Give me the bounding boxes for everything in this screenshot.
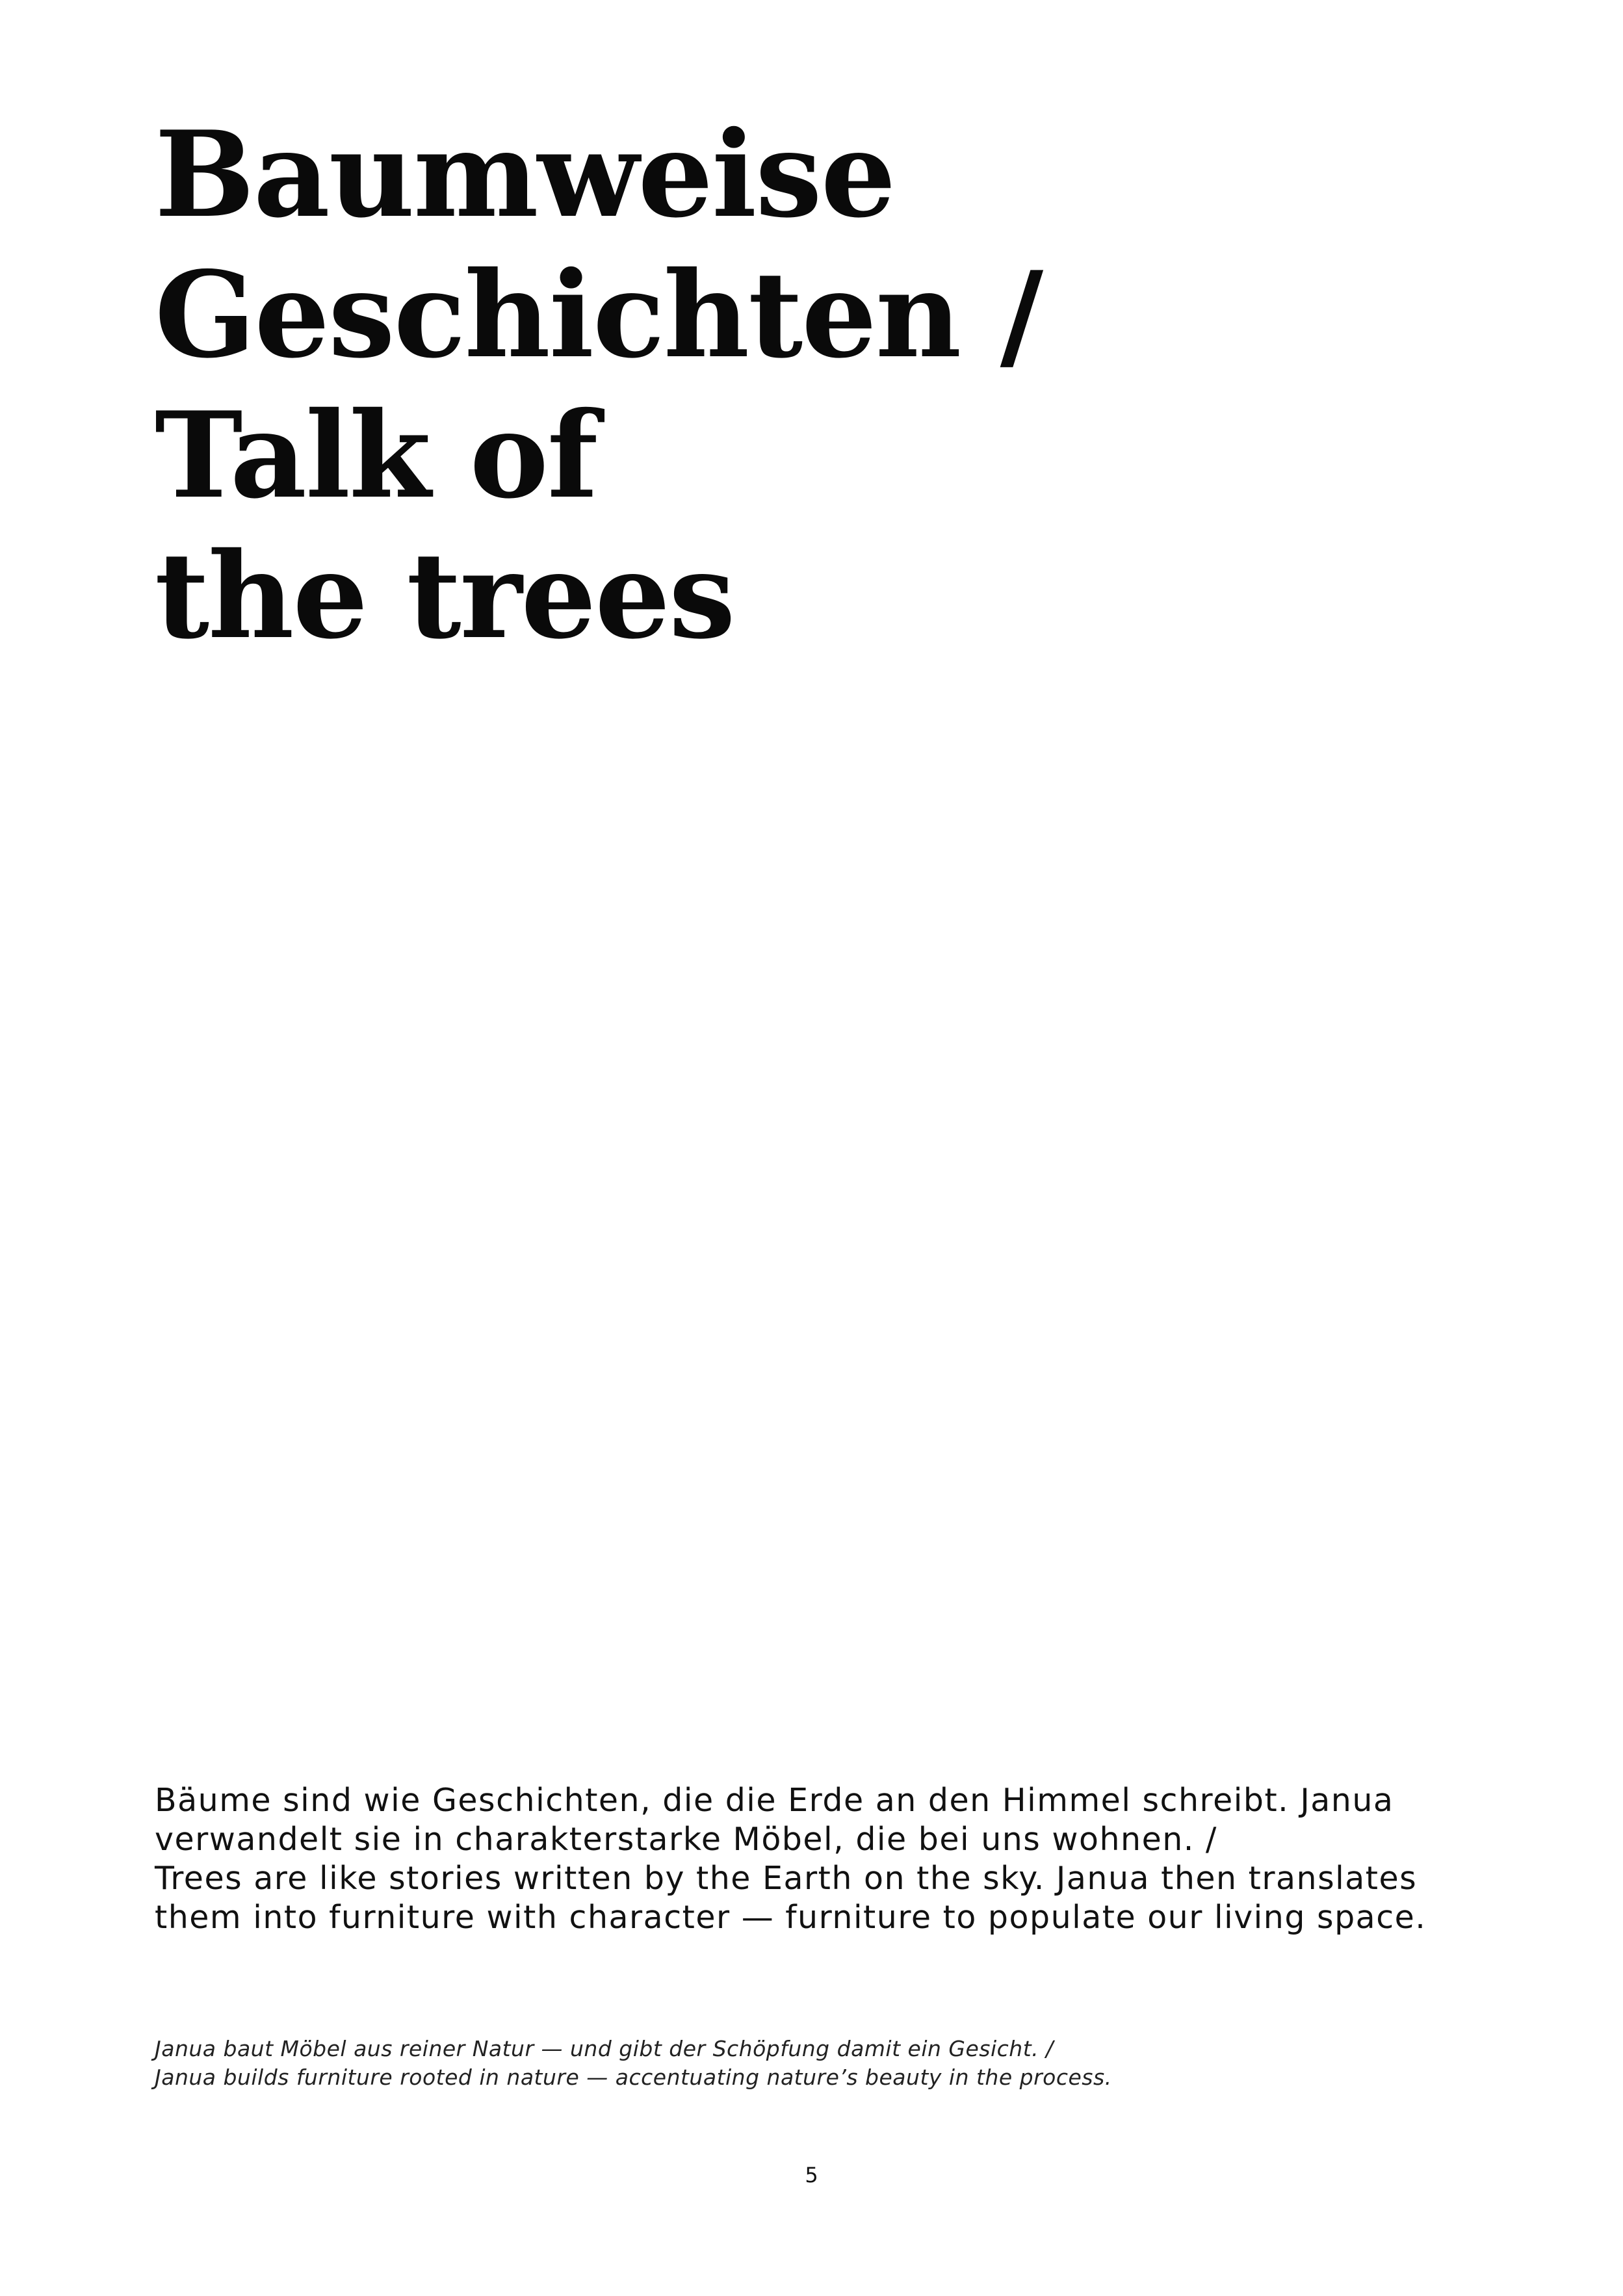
title-line: Baumweise [155, 105, 895, 244]
caption [155, 2035, 1112, 2092]
intro-line: Trees are like stories written by the Earth on the sky. Janua then translates [155, 1860, 1418, 1897]
page-title [155, 104, 1042, 666]
caption-line: Janua baut Möbel aus reiner Natur — und gibt der Schöpfung damit ein Gesicht. / [155, 2036, 1054, 2061]
title-line: the trees [155, 526, 734, 665]
title-line: Geschichten / [155, 245, 1043, 384]
intro-paragraph [155, 1781, 1426, 1937]
intro-line: verwandelt sie in charakterstarke Möbel, die bei uns wohnen. / [155, 1821, 1217, 1858]
title-line: Talk of [155, 385, 597, 525]
intro-line: them into furniture with character — furniture to populate our living space. [155, 1899, 1427, 1936]
page-number: 5 [805, 2163, 818, 2187]
intro-line: Bäume sind wie Geschichten, die die Erde an den Himmel schreibt. Janua [155, 1782, 1394, 1819]
caption-line: Janua builds furniture rooted in nature — accentuating nature’s beauty in the process. [155, 2065, 1112, 2090]
